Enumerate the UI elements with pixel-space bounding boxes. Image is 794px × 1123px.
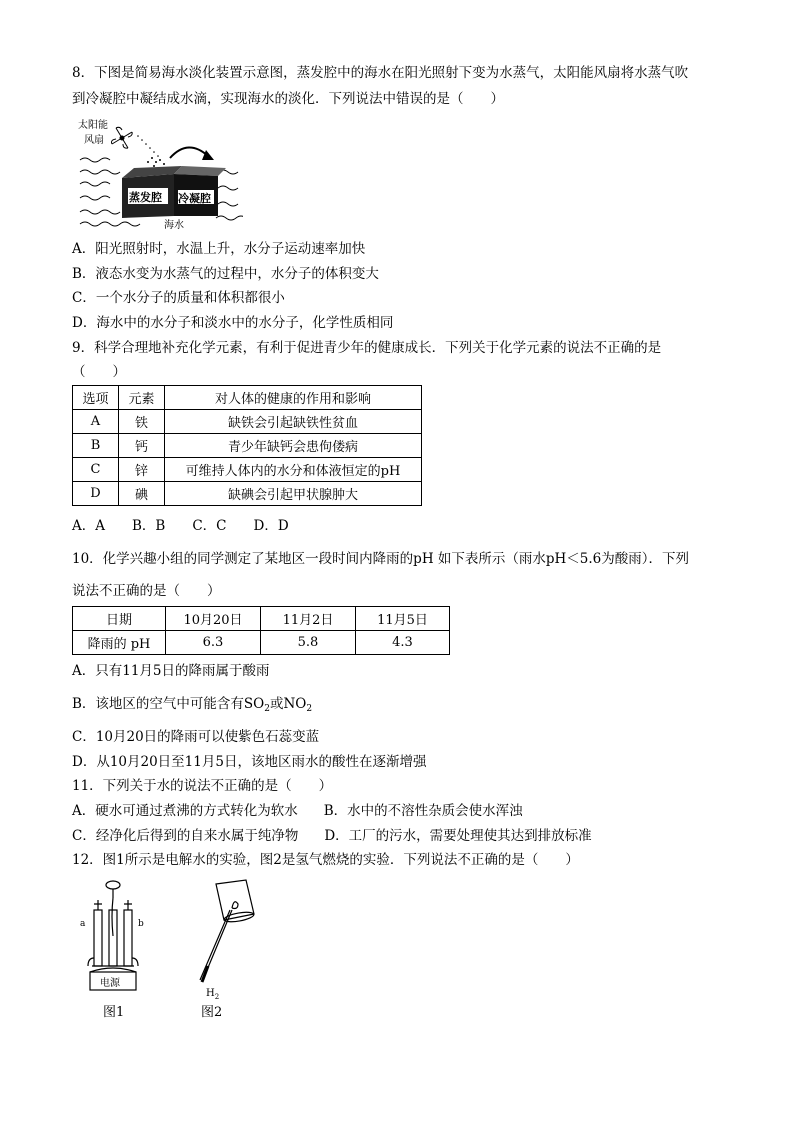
fan-label-1: 太阳能 xyxy=(78,120,108,131)
q9-header-element: 元素 xyxy=(119,386,165,410)
q8-stem-line1: 8．下图是简易海水淡化装置示意图，蒸发腔中的海水在阳光照射下变为水蒸气，太阳能风扇将水蒸气吹 xyxy=(72,65,689,81)
q9-element-table xyxy=(72,385,422,506)
q10-stem-line1: 10．化学兴趣小组的同学测定了某地区一段时间内降雨的pH 如下表所示（雨水pH＜5.6为酸雨）．下列 xyxy=(72,551,690,567)
q11-options-row2 xyxy=(72,827,592,845)
hydrogen-combustion-figure xyxy=(188,876,268,1000)
q11-option-b: B．水中的不溶性杂质会使水浑浊 xyxy=(323,803,523,819)
figure-1-caption: 图1 xyxy=(103,1005,125,1020)
q9-stem-line2: （ ） xyxy=(72,364,126,380)
q11-stem: 11．下列关于水的说法不正确的是（ ） xyxy=(72,778,333,794)
table-row: D 碘 缺碘会引起甲状腺肿大 xyxy=(73,482,422,506)
q8-option-c: C．一个水分子的质量和体积都很小 xyxy=(72,290,285,306)
q10-ph-table: 日期 10月20日 11月2日 11月5日 降雨的 pH 6.3 5.8 4.3 xyxy=(72,606,450,655)
figure-2-caption: 图2 xyxy=(201,1005,223,1020)
seawater-label: 海水 xyxy=(164,220,184,230)
table-row: A 铁 缺铁会引起缺铁性贫血 xyxy=(73,410,422,434)
q10-ph-label: 降雨的 pH xyxy=(73,631,166,655)
q8-option-d: D．海水中的水分子和淡水中的水分子，化学性质相同 xyxy=(72,315,394,331)
table-row: B 钙 青少年缺钙会患佝偻病 xyxy=(73,434,422,458)
q8-option-a: A．阳光照射时，水温上升，水分子运动速率加快 xyxy=(72,241,366,257)
evaporation-chamber-label: 蒸发腔 xyxy=(129,191,162,204)
q10-option-d: D．从10月20日至11月5日，该地区雨水的酸性在逐渐增强 xyxy=(72,754,427,770)
electrode-a-label: a xyxy=(80,919,86,929)
q10-option-b: B．该地区的空气中可能含有$SO_2$或$NO_2$ xyxy=(72,696,313,714)
electrolysis-apparatus-figure xyxy=(78,876,148,1000)
hydrogen-label: $H_2$ xyxy=(206,988,220,1000)
q10-option-c: C．10月20日的降雨可以使紫色石蕊变蓝 xyxy=(72,729,320,745)
q8-option-b: B．液态水变为水蒸气的过程中，水分子的体积变大 xyxy=(72,266,379,282)
q9-header-option: 选项 xyxy=(73,386,119,410)
q10-option-a: A．只有11月5日的降雨属于酸雨 xyxy=(72,663,270,679)
condensation-chamber-label: 冷凝腔 xyxy=(178,192,211,205)
power-source-label: 电源 xyxy=(100,978,120,989)
table-row: C 锌 可维持人体内的水分和体液恒定的pH xyxy=(73,458,422,482)
desalination-device-figure xyxy=(78,118,243,230)
q9-header-effect: 对人体的健康的作用和影响 xyxy=(165,386,422,410)
q10-stem-line2: 说法不正确的是（ ） xyxy=(72,583,221,599)
q9-stem-line1: 9．科学合理地补充化学元素，有利于促进青少年的健康成长．下列关于化学元素的说法不正确的是 xyxy=(72,340,662,356)
solar-fan-icon xyxy=(112,127,133,148)
q11-options-row1 xyxy=(72,802,523,820)
q10-date-label: 日期 xyxy=(73,607,166,631)
q11-option-c: C．经净化后得到的自来水属于纯净物 xyxy=(72,828,299,844)
q9-options: A．A B．B C．C D．D xyxy=(72,518,289,534)
q8-stem-line2: 到冷凝腔中凝结成水滴，实现海水的淡化．下列说法中错误的是（ ） xyxy=(72,91,504,107)
q11-option-d: D．工厂的污水，需要处理使其达到排放标准 xyxy=(324,828,592,844)
fan-label-2: 风扇 xyxy=(84,135,104,146)
q12-stem: 12．图1所示是电解水的实验，图2是氢气燃烧的实验．下列说法不正确的是（ ） xyxy=(72,852,579,868)
q11-option-a: A．硬水可通过煮沸的方式转化为软水 xyxy=(72,803,298,819)
electrode-b-label: b xyxy=(138,919,144,929)
